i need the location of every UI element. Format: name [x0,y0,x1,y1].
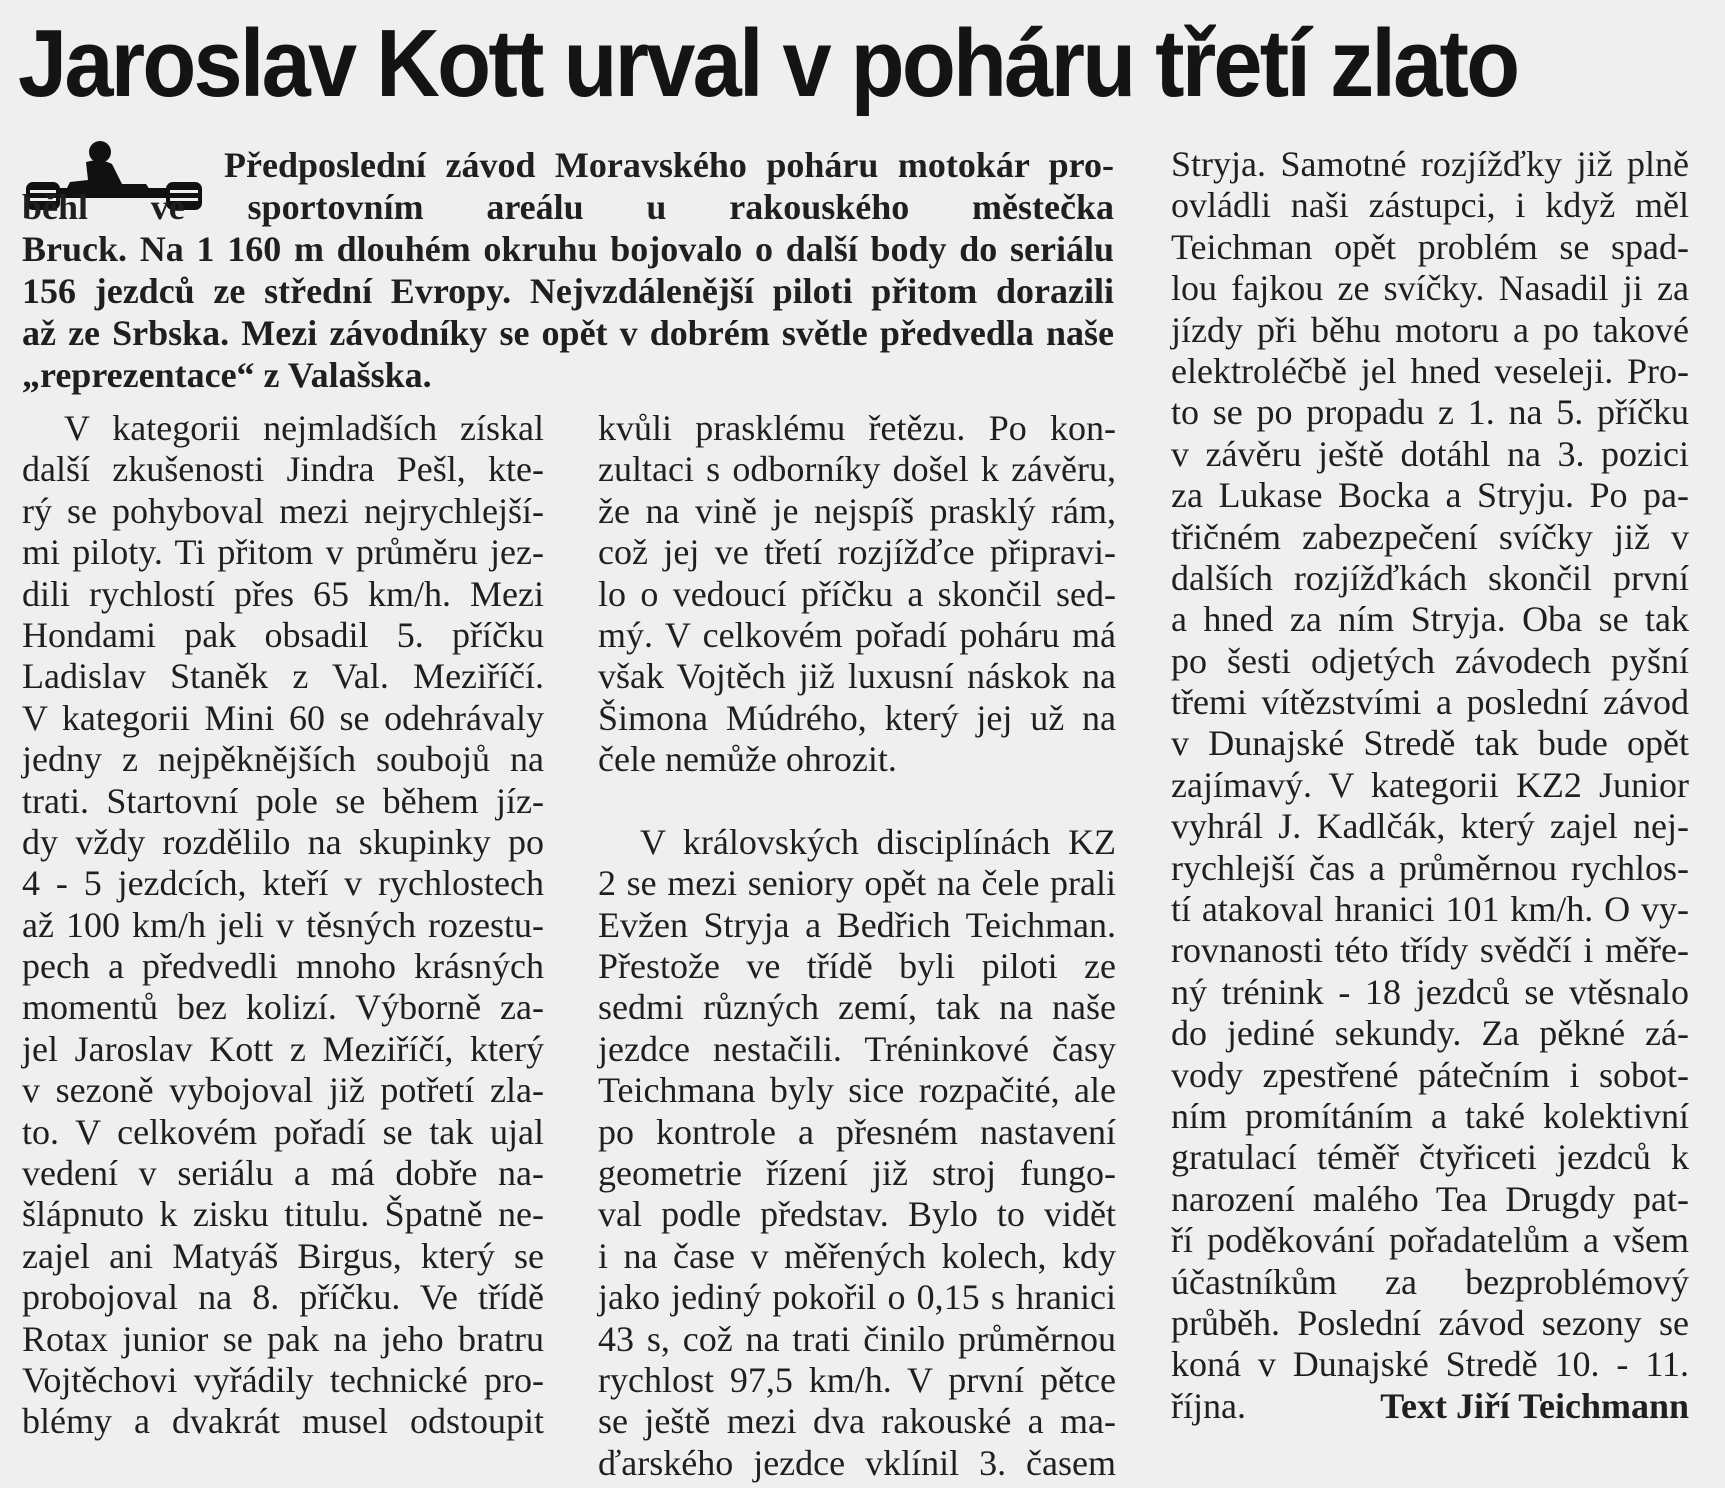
column-2-line: mý. V celkovém pořadí poháru má [598,614,1116,655]
column-2-line: což jej ve třetí rozjížďce připravi- [598,532,1116,573]
column-1-line: až 100 km/h jeli v těsných rozestu- [22,904,544,945]
article-lead [22,144,1114,396]
column-1-line: 4 - 5 jezdcích, kteří v rychlostech [22,863,544,904]
column-2-line: kvůli prasklému řetězu. Po kon- [598,408,1116,448]
column-1-line: dy vždy rozdělilo na skupinky po [22,821,544,862]
column-1-line: trati. Startovní pole se během jíz- [22,780,544,821]
column-3-line: rychlejší čas a průměrnou rychlos- [1171,847,1689,888]
column-3-line: to se po propadu z 1. na 5. příčku [1171,392,1689,433]
article-column-2 [598,408,1116,1484]
column-1-line: pech a předvedli mnoho krásných [22,946,544,987]
column-1-line: V kategorii Mini 60 se odehrávaly [22,697,544,738]
article-column-1 [22,408,544,1443]
column-3-line: ří poděkování pořadatelům a všem [1171,1220,1689,1261]
column-3-line: účastníkům za bezproblémový [1171,1261,1689,1302]
column-2-line: geometrie řízení již stroj fungo- [598,1153,1116,1194]
column-2-line: sedmi různých zemí, tak na naše [598,987,1116,1028]
column-2-line: V královských disciplínách KZ [640,821,1116,862]
column-3-line: narození malého Tea Drugdy pat- [1171,1178,1689,1219]
column-3-line: ný trénink - 18 jezdců se vtěsnalo [1171,971,1689,1012]
lead-line: až ze Srbska. Mezi závodníky se opět v dobrém světle předvedla naše [22,313,1114,353]
article-column-3 [1171,144,1689,1427]
column-2-line: ďarského jezdce vklínil 3. časem [598,1442,1116,1483]
lead-line: Bruck. Na 1 160 m dlouhém okruhu bojovalo o další body do seriálu [22,229,1114,269]
column-1-line: šlápnuto k zisku titulu. Špatně ne- [22,1194,544,1235]
column-1-line: jedny z nejpěknějších soubojů na [22,739,544,780]
column-1-line: Hondami pak obsadil 5. příčku [22,614,544,655]
column-1-line: v sezoně vybojoval již potřetí zla- [22,1070,544,1111]
column-1-line: blémy a dvakrát musel odstoupit [22,1401,544,1442]
column-3-line: gratulací téměř čtyřiceti jezdců k [1171,1137,1689,1178]
column-2-line: čele nemůže ohrozit. [598,739,897,780]
column-1-line: další zkušenosti Jindra Pešl, kte- [22,449,544,490]
column-2-line: jako jediný pokořil o 0,15 s hranici [598,1277,1116,1318]
column-2-line: Teichmana byly sice rozpačité, ale [598,1070,1116,1111]
column-1-line: momentů bez kolizí. Výborně za- [22,987,544,1028]
column-2-line: lo o vedoucí příčku a skončil sed- [598,573,1116,614]
column-3-line: tí atakoval hranici 101 km/h. O vy- [1171,889,1689,930]
column-3-line: lou fajkou ze svíčky. Nasadil ji za [1171,268,1689,309]
lead-line: „reprezentace“ z Valašska. [22,355,432,395]
column-3-line: Stryja. Samotné rozjížďky již plně [1171,144,1689,184]
article-headline: Jaroslav Kott urval v poháru třetí zlato [18,10,1518,117]
lead-line: 156 jezdců ze střední Evropy. Nejvzdálenější piloti přitom dorazili [22,271,1114,311]
lead-line: Předposlední závod Moravského poháru motokár pro- [224,145,1114,185]
column-2-line: však Vojtěch již luxusní náskok na [598,656,1116,697]
column-2-line: i na čase v měřených kolech, kdy [598,1235,1116,1276]
column-3-line: vyhrál J. Kadlčák, který zajel nej- [1171,806,1689,847]
column-1-line: Vojtěchovi vyřádily technické pro- [22,1359,544,1400]
column-2-line: se ještě mezi dva rakouské a ma- [598,1401,1116,1442]
column-2-line: Evžen Stryja a Bedřich Teichman. [598,904,1116,945]
column-3-line: jízdy při běhu motoru a po takové [1171,309,1689,350]
column-1-line: vedení v seriálu a má dobře na- [22,1153,544,1194]
column-3-line: třičném zabezpečení svíčky již v [1171,516,1689,557]
column-2-line: Šimona Múdrého, který jej už na [598,697,1116,738]
column-2-line: jezdce nestačili. Tréninkové časy [598,1028,1116,1069]
column-3-line: a hned za ním Stryja. Oba se tak [1171,599,1689,640]
column-3-line: Teichman opět problém se spad- [1171,226,1689,267]
column-1-line: Rotax junior se pak na jeho bratru [22,1318,544,1359]
column-2-line: 2 se mezi seniory opět na čele prali [598,863,1116,904]
final-word: října. [1171,1385,1246,1426]
column-3-line: elektroléčbě jel hned veseleji. Pro- [1171,350,1689,391]
column-2-line: že na vině je nejspíš prasklý rám, [598,490,1116,531]
column-1-line: to. V celkovém pořadí se tak ujal [22,1111,544,1152]
column-1-line: zajel ani Matyáš Birgus, který se [22,1235,544,1276]
column-1-line: Ladislav Staněk z Val. Meziříčí. [22,656,544,697]
column-2-line: val podle představ. Bylo to vidět [598,1194,1116,1235]
lead-line: běhl ve sportovním areálu u rakouského městečka [22,187,1114,227]
column-2-line: 43 s, což na trati činilo průměrnou [598,1318,1116,1359]
column-2-line: rychlost 97,5 km/h. V první pětce [598,1359,1116,1400]
column-2-line: zultaci s odborníky došel k závěru, [598,449,1116,490]
column-3-line: vody zpestřené pátečním i sobot- [1171,1054,1689,1095]
column-3-line: po šesti odjetých závodech pyšní [1171,640,1689,681]
column-3-line: za Lukase Bocka a Stryju. Po pa- [1171,475,1689,516]
column-1-line: V kategorii nejmladších získal [64,408,544,448]
column-3-line: dalších rozjížďkách skončil první [1171,557,1689,598]
column-1-line: dili rychlostí přes 65 km/h. Mezi [22,573,544,614]
column-3-line: do jediné sekundy. Za pěkné zá- [1171,1013,1689,1054]
paragraph-gap [598,781,1116,822]
column-3-line: průběh. Poslední závod sezony se [1171,1302,1689,1343]
byline: Text Jiří Teichmann [1380,1385,1689,1426]
column-2-line: Přestože ve třídě byli piloti ze [598,946,1116,987]
article-signoff [1171,1386,1689,1427]
column-3-line: třemi vítězstvími a poslední závod [1171,682,1689,723]
column-1-line: mi piloty. Ti přitom v průměru jez- [22,532,544,573]
column-3-line: rovnanosti této třídy svědčí i měře- [1171,930,1689,971]
column-1-line: probojoval na 8. příčku. Ve třídě [22,1277,544,1318]
column-3-line: zajímavý. V kategorii KZ2 Junior [1171,764,1689,805]
column-3-line: ním promítáním a také kolektivní [1171,1095,1689,1136]
column-3-line: v Dunajské Stredě tak bude opět [1171,723,1689,764]
column-2-line: po kontrole a přesném nastavení [598,1111,1116,1152]
column-1-line: jel Jaroslav Kott z Meziříčí, který [22,1028,544,1069]
column-3-line: ovládli naši zástupci, i když měl [1171,185,1689,226]
column-3-line: koná v Dunajské Stredě 10. - 11. [1171,1344,1689,1385]
column-1-line: rý se pohyboval mezi nejrychlejší- [22,490,544,531]
column-3-line: v závěru ještě dotáhl na 3. pozici [1171,433,1689,474]
